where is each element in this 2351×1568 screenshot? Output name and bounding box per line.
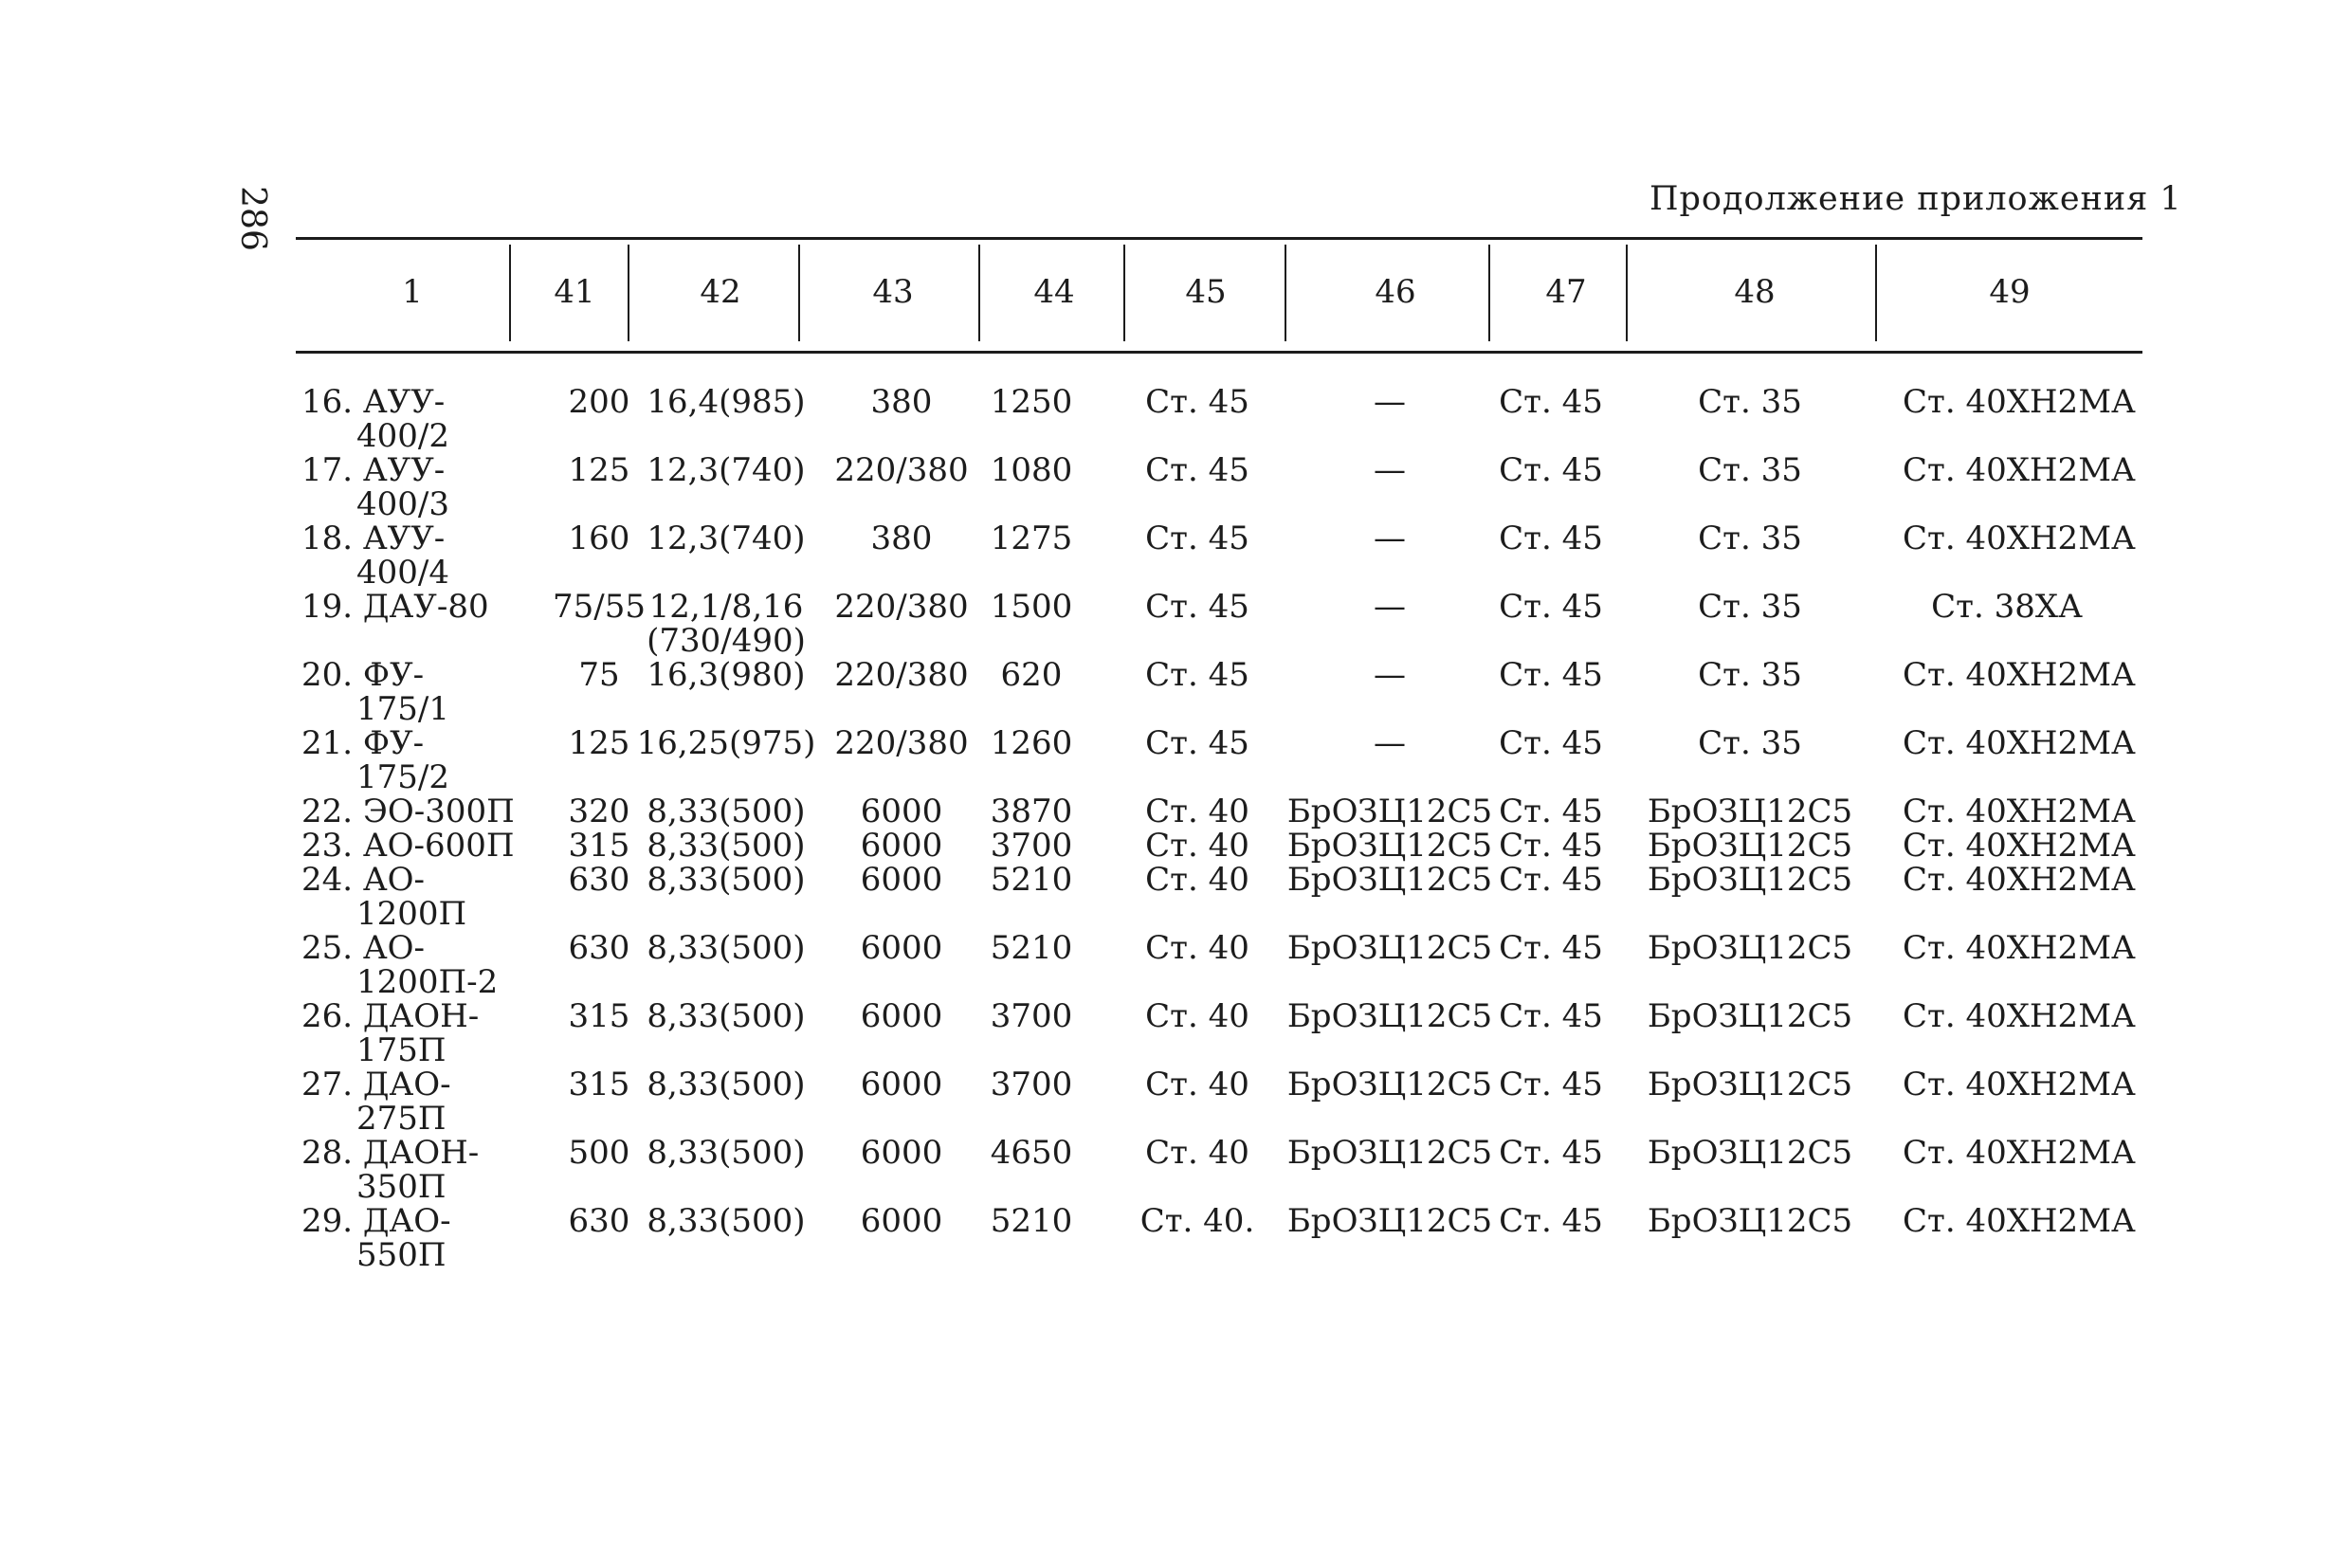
row-name: 275П: [356, 1100, 447, 1138]
row-name: 27. ДАО-: [301, 1066, 451, 1103]
table-cell-c46: БрОЗЦ12С5: [1286, 793, 1493, 830]
table-cell-c41: 630: [568, 929, 630, 967]
row-name: 22. ЭО-300П: [301, 793, 515, 830]
table-cell-c49: Ст. 40ХН2МА: [1903, 793, 2136, 830]
table-cell-c48: БрОЗЦ12С5: [1647, 929, 1853, 967]
table-cell-c44: 3870: [990, 793, 1073, 830]
table-cell-c48: Ст. 35: [1698, 656, 1802, 694]
table-cell-c45: Ст. 40: [1145, 1066, 1249, 1103]
table-cell-c48: Ст. 35: [1698, 451, 1802, 489]
table-cell-c41: 315: [568, 997, 630, 1035]
table-cell-c44: 1250: [990, 383, 1073, 421]
table-cell-c47: Ст. 45: [1499, 861, 1603, 899]
column-header-43: 43: [872, 273, 914, 311]
table-cell-c43: 6000: [860, 1066, 943, 1103]
table-cell-c43: 6000: [860, 861, 943, 899]
table-cell-c41: 125: [568, 451, 630, 489]
row-name: 25. АО-: [301, 929, 425, 967]
table-cell-c44: 620: [1000, 656, 1063, 694]
table-cell-c43: 6000: [860, 793, 943, 830]
table-cell-c46: —: [1374, 724, 1406, 762]
table-cell-c46: БрОЗЦ12С5: [1286, 1134, 1493, 1172]
table-cell-c43: 380: [870, 520, 933, 557]
row-name: 23. АО-600П: [301, 827, 515, 865]
table-cell-c42: 8,33(500): [647, 793, 806, 830]
table-cell-c49: Ст. 40ХН2МА: [1903, 520, 2136, 557]
table-cell-c44: 1275: [990, 520, 1073, 557]
table-cell-c48: Ст. 35: [1698, 724, 1802, 762]
table-cell-c43: 220/380: [834, 656, 969, 694]
row-name: 1200П: [356, 895, 467, 933]
row-name: 18. АУУ-: [301, 520, 446, 557]
table-cell-c45: Ст. 40: [1145, 929, 1249, 967]
column-header-48: 48: [1734, 273, 1776, 311]
row-name: 28. ДАОН-: [301, 1134, 480, 1172]
running-head: Продолжение приложения 1: [1649, 180, 2182, 218]
table-cell-c44: 5210: [990, 1202, 1073, 1240]
table-cell-c41: 75/55: [553, 588, 646, 626]
table-cell-c48: Ст. 35: [1698, 520, 1802, 557]
table-cell-c48: БрОЗЦ12С5: [1647, 1134, 1853, 1172]
row-name: 24. АО-: [301, 861, 425, 899]
table-cell-c49: Ст. 40ХН2МА: [1903, 997, 2136, 1035]
table-cell-c46: —: [1374, 383, 1406, 421]
row-name: 175/2: [356, 758, 449, 796]
table-cell-c42: 12,3(740): [647, 520, 806, 557]
table-cell-c44: 1260: [990, 724, 1073, 762]
table-cell-c49: Ст. 40ХН2МА: [1903, 861, 2136, 899]
column-header-44: 44: [1033, 273, 1075, 311]
table-cell-c42: 8,33(500): [647, 861, 806, 899]
table-cell-c46: БрОЗЦ12С5: [1286, 929, 1493, 967]
table-cell-c44: 1080: [990, 451, 1073, 489]
table-cell-c47: Ст. 45: [1499, 383, 1603, 421]
table-cell-c44: 5210: [990, 929, 1073, 967]
row-name: 16. АУУ-: [301, 383, 446, 421]
table-cell-c43: 220/380: [834, 451, 969, 489]
table-cell-c41: 320: [568, 793, 630, 830]
table-cell-c43: 6000: [860, 997, 943, 1035]
table-cell-c49: Ст. 40ХН2МА: [1903, 451, 2136, 489]
row-name: 17. АУУ-: [301, 451, 446, 489]
column-header-41: 41: [554, 273, 595, 311]
table-cell-c42: (730/490): [647, 622, 806, 660]
table-cell-c44: 4650: [990, 1134, 1073, 1172]
table-cell-c42: 8,33(500): [647, 1134, 806, 1172]
table-cell-c46: БрОЗЦ12С5: [1286, 997, 1493, 1035]
table-cell-c41: 630: [568, 861, 630, 899]
table-cell-c44: 3700: [990, 997, 1073, 1035]
table-cell-c43: 6000: [860, 1202, 943, 1240]
table-cell-c47: Ст. 45: [1499, 1134, 1603, 1172]
table-cell-c42: 8,33(500): [647, 929, 806, 967]
table-cell-c43: 220/380: [834, 724, 969, 762]
table-cell-c42: 12,1/8,16: [648, 588, 804, 626]
page-number: 286: [232, 186, 272, 251]
table-cell-c49: Ст. 40ХН2МА: [1903, 1066, 2136, 1103]
table-cell-c49: Ст. 40ХН2МА: [1903, 827, 2136, 865]
table-header-rule: [296, 351, 2142, 354]
table-cell-c43: 6000: [860, 929, 943, 967]
column-header-1: 1: [402, 273, 423, 311]
table-cell-c41: 200: [568, 383, 630, 421]
table-cell-c49: Ст. 40ХН2МА: [1903, 1202, 2136, 1240]
table-cell-c46: БрОЗЦ12С5: [1286, 1202, 1493, 1240]
row-name: 21. ФУ-: [301, 724, 425, 762]
table-cell-c45: Ст. 40: [1145, 827, 1249, 865]
row-name: 400/3: [356, 485, 449, 523]
table-cell-c48: БрОЗЦ12С5: [1647, 861, 1853, 899]
table-cell-c47: Ст. 45: [1499, 1066, 1603, 1103]
table-cell-c47: Ст. 45: [1499, 827, 1603, 865]
table-cell-c42: 12,3(740): [647, 451, 806, 489]
table-cell-c41: 315: [568, 827, 630, 865]
table-cell-c46: БрОЗЦ12С5: [1286, 861, 1493, 899]
table-cell-c43: 6000: [860, 827, 943, 865]
table-cell-c43: 6000: [860, 1134, 943, 1172]
table-cell-c49: Ст. 40ХН2МА: [1903, 1134, 2136, 1172]
row-name: 175/1: [356, 690, 449, 728]
table-cell-c48: БрОЗЦ12С5: [1647, 793, 1853, 830]
table-cell-c42: 8,33(500): [647, 997, 806, 1035]
table-cell-c48: БрОЗЦ12С5: [1647, 1202, 1853, 1240]
table-cell-c47: Ст. 45: [1499, 451, 1603, 489]
row-name: 400/2: [356, 417, 449, 455]
column-divider: [798, 245, 800, 341]
table-cell-c45: Ст. 45: [1145, 451, 1249, 489]
table-cell-c48: БрОЗЦ12С5: [1647, 827, 1853, 865]
table-cell-c44: 5210: [990, 861, 1073, 899]
column-header-49: 49: [1989, 273, 2031, 311]
table-cell-c41: 125: [568, 724, 630, 762]
table-cell-c44: 1500: [990, 588, 1073, 626]
table-cell-c49: Ст. 40ХН2МА: [1903, 383, 2136, 421]
table-cell-c47: Ст. 45: [1499, 929, 1603, 967]
row-name: 1200П-2: [356, 963, 499, 1001]
row-name: 350П: [356, 1168, 447, 1206]
table-cell-c41: 160: [568, 520, 630, 557]
table-cell-c46: —: [1374, 520, 1406, 557]
table-cell-c45: Ст. 45: [1145, 656, 1249, 694]
table-cell-c45: Ст. 40: [1145, 1134, 1249, 1172]
row-name: 550П: [356, 1236, 447, 1274]
table-cell-c42: 8,33(500): [647, 1202, 806, 1240]
table-cell-c44: 3700: [990, 827, 1073, 865]
table-cell-c47: Ст. 45: [1499, 997, 1603, 1035]
table-cell-c41: 630: [568, 1202, 630, 1240]
column-header-47: 47: [1545, 273, 1587, 311]
column-header-42: 42: [700, 273, 741, 311]
table-cell-c42: 16,4(985): [647, 383, 806, 421]
table-cell-c44: 3700: [990, 1066, 1073, 1103]
row-name: 175П: [356, 1031, 447, 1069]
table-cell-c42: 16,25(975): [636, 724, 816, 762]
table-cell-c49: Ст. 40ХН2МА: [1903, 724, 2136, 762]
table-cell-c41: 500: [568, 1134, 630, 1172]
table-cell-c45: Ст. 45: [1145, 588, 1249, 626]
table-cell-c41: 75: [578, 656, 620, 694]
table-cell-c48: БрОЗЦ12С5: [1647, 1066, 1853, 1103]
table-cell-c47: Ст. 45: [1499, 656, 1603, 694]
table-cell-c45: Ст. 40.: [1139, 1202, 1255, 1240]
table-cell-c48: Ст. 35: [1698, 383, 1802, 421]
row-name: 20. ФУ-: [301, 656, 425, 694]
table-cell-c49: Ст. 40ХН2МА: [1903, 929, 2136, 967]
table-cell-c47: Ст. 45: [1499, 793, 1603, 830]
table-cell-c49: Ст. 40ХН2МА: [1903, 656, 2136, 694]
table-cell-c48: Ст. 35: [1698, 588, 1802, 626]
column-header-45: 45: [1185, 273, 1227, 311]
table-cell-c47: Ст. 45: [1499, 588, 1603, 626]
table-cell-c47: Ст. 45: [1499, 520, 1603, 557]
table-cell-c46: —: [1374, 588, 1406, 626]
row-name: 19. ДАУ-80: [301, 588, 489, 626]
table-top-rule: [296, 237, 2142, 240]
table-cell-c45: Ст. 40: [1145, 997, 1249, 1035]
table-cell-c45: Ст. 45: [1145, 383, 1249, 421]
table-cell-c43: 380: [870, 383, 933, 421]
row-name: 400/4: [356, 554, 449, 592]
row-name: 26. ДАОН-: [301, 997, 480, 1035]
table-cell-c41: 315: [568, 1066, 630, 1103]
table-cell-c45: Ст. 40: [1145, 793, 1249, 830]
table-cell-c42: 8,33(500): [647, 1066, 806, 1103]
table-cell-c42: 16,3(980): [647, 656, 806, 694]
table-cell-c46: —: [1374, 656, 1406, 694]
table-cell-c42: 8,33(500): [647, 827, 806, 865]
table-cell-c48: БрОЗЦ12С5: [1647, 997, 1853, 1035]
table-cell-c46: БрОЗЦ12С5: [1286, 827, 1493, 865]
table-cell-c45: Ст. 40: [1145, 861, 1249, 899]
row-name: 29. ДАО-: [301, 1202, 451, 1240]
table-cell-c46: —: [1374, 451, 1406, 489]
column-divider: [1875, 245, 1877, 341]
column-divider: [1285, 245, 1286, 341]
table-cell-c43: 220/380: [834, 588, 969, 626]
table-cell-c45: Ст. 45: [1145, 724, 1249, 762]
table-cell-c47: Ст. 45: [1499, 1202, 1603, 1240]
column-header-46: 46: [1375, 273, 1416, 311]
table-cell-c46: БрОЗЦ12С5: [1286, 1066, 1493, 1103]
table-cell-c47: Ст. 45: [1499, 724, 1603, 762]
table-cell-c45: Ст. 45: [1145, 520, 1249, 557]
table-cell-c49: Ст. 38ХА: [1931, 588, 2083, 626]
